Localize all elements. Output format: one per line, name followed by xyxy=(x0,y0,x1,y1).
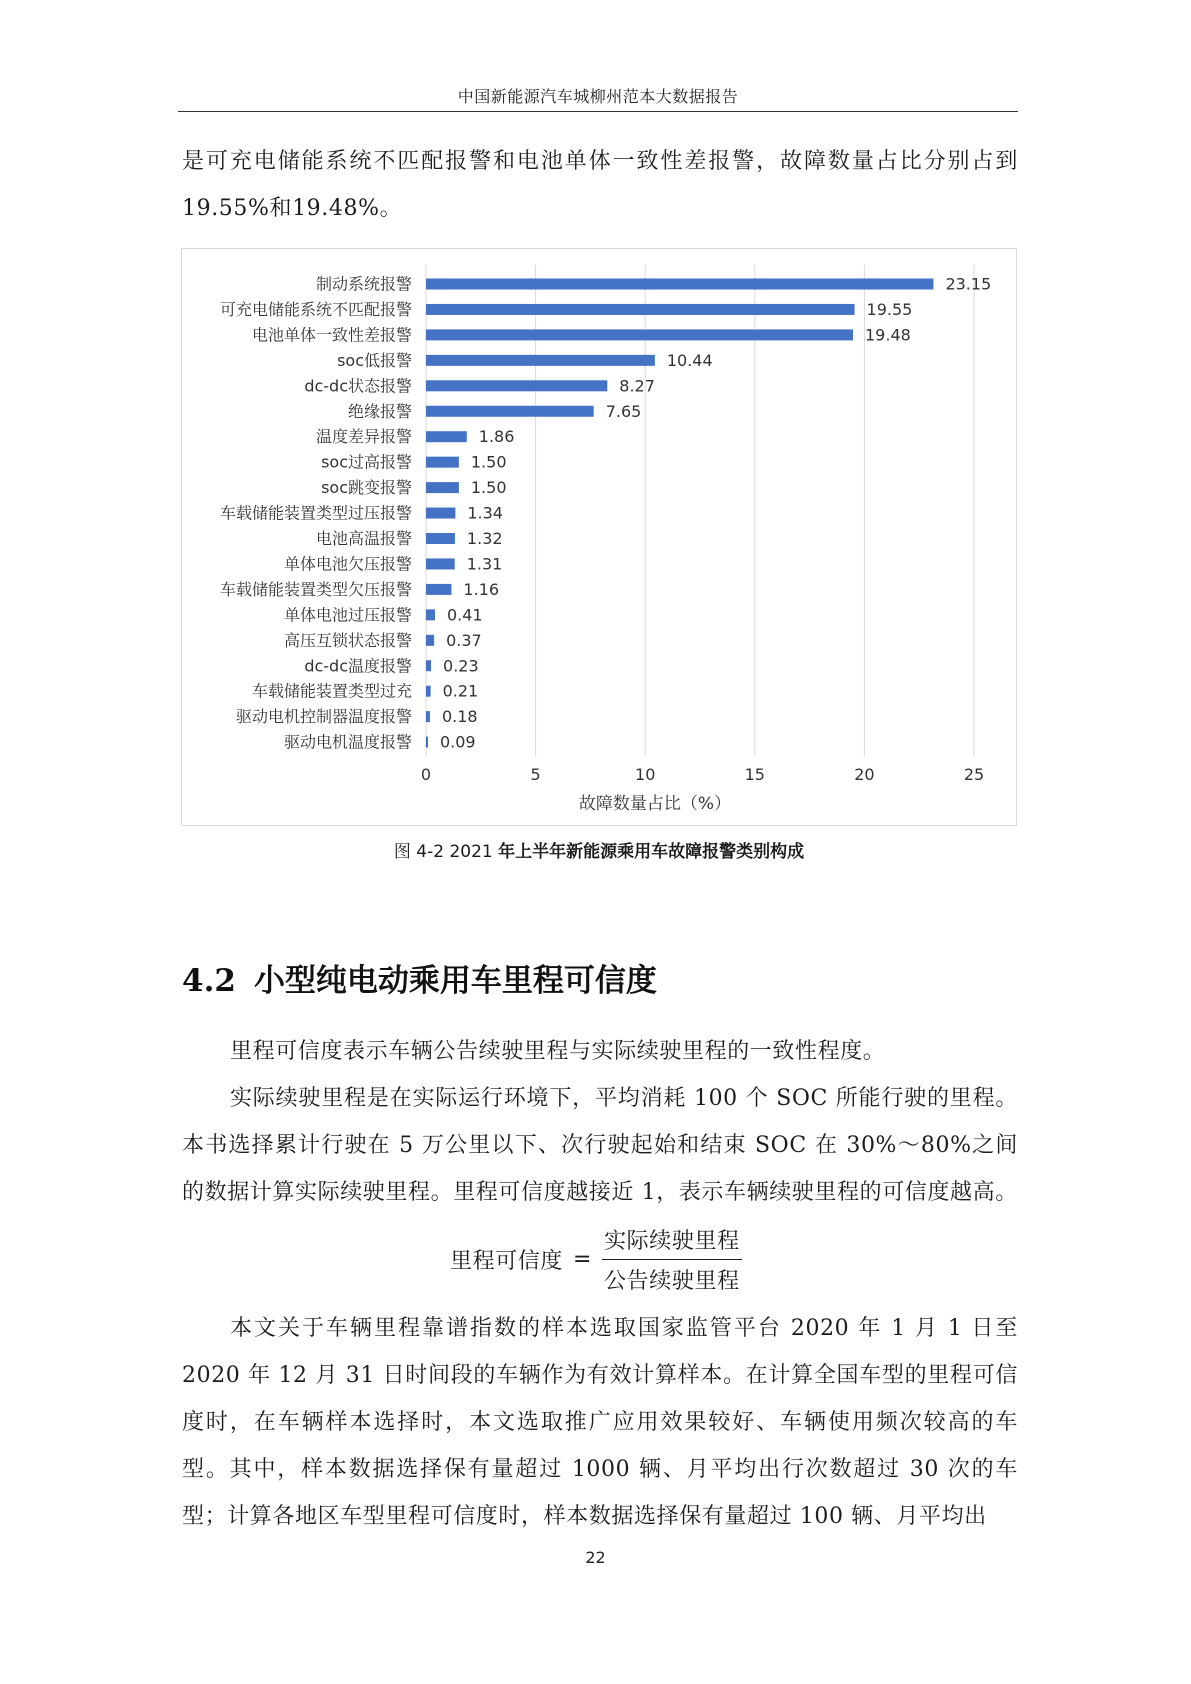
data-label-14: 0.37 xyxy=(446,630,482,650)
category-label-3: soc低报警 xyxy=(337,350,412,370)
paragraph-actual-range: 实际续驶里程是在实际运行环境下，平均消耗 100 个 SOC 所能行驶的里程。本书选择累计行驶在 5 万公里以下、次行驶起始和结束 SOC 在 30%～80%之间的数据计算实际续驶里程。里程可信度越接近 1，表示车辆续驶里程的可信度越高。 xyxy=(182,1086,1018,1205)
labels-layer xyxy=(220,275,991,785)
category-label-10: 电池高温报警 xyxy=(315,529,412,548)
bar-4 xyxy=(426,380,607,391)
data-label-16: 0.21 xyxy=(442,681,479,701)
bar-9 xyxy=(426,508,455,519)
data-label-6: 1.86 xyxy=(478,427,515,447)
formula-denominator: 公告续驶里程 xyxy=(604,1268,740,1294)
chart-svg xyxy=(182,249,1018,827)
category-label-5: 绝缘报警 xyxy=(347,401,412,421)
bar-16 xyxy=(426,686,431,697)
bar-6 xyxy=(426,431,467,442)
formula-equals: = xyxy=(573,1246,593,1272)
category-label-18: 驱动电机温度报警 xyxy=(283,732,412,752)
data-label-3: 10.44 xyxy=(666,350,713,370)
x-tick-label-2: 10 xyxy=(635,765,656,785)
category-label-15: dc-dc温度报警 xyxy=(304,656,412,676)
bar-3 xyxy=(426,355,655,366)
bar-12 xyxy=(426,584,451,595)
bar-13 xyxy=(426,609,435,620)
bar-5 xyxy=(426,406,594,417)
running-header: 中国新能源汽车城柳州范本大数据报告 xyxy=(457,87,739,106)
bar-7 xyxy=(426,457,459,468)
bar-2 xyxy=(426,329,853,340)
bar-0 xyxy=(426,279,933,290)
category-label-1: 可充电储能系统不匹配报警 xyxy=(219,299,412,319)
data-label-4: 8.27 xyxy=(619,376,655,396)
section-heading xyxy=(182,955,657,1000)
mileage-credibility-formula xyxy=(450,1222,742,1296)
bar-17 xyxy=(426,711,430,722)
data-label-15: 0.23 xyxy=(443,656,479,676)
x-axis-title: 故障数量占比（%） xyxy=(578,794,732,814)
x-tick-label-3: 15 xyxy=(744,765,765,785)
data-label-17: 0.18 xyxy=(441,707,478,727)
category-label-7: soc过高报警 xyxy=(321,452,412,472)
data-label-9: 1.34 xyxy=(467,503,503,523)
bar-11 xyxy=(426,558,455,569)
section-title: 小型纯电动乘用车里程可信度 xyxy=(253,963,657,999)
bar-10 xyxy=(426,533,455,544)
data-label-11: 1.31 xyxy=(466,554,503,574)
bar-15 xyxy=(426,660,431,671)
bar-1 xyxy=(426,304,855,315)
category-label-9: 车载储能装置类型过压报警 xyxy=(219,503,412,523)
bar-8 xyxy=(426,482,459,493)
x-tick-label-0: 0 xyxy=(420,765,432,785)
category-label-2: 电池单体一致性差报警 xyxy=(251,325,412,345)
bar-18 xyxy=(426,737,428,748)
data-label-7: 1.50 xyxy=(470,452,507,472)
data-label-0: 23.15 xyxy=(945,274,992,294)
category-label-6: 温度差异报警 xyxy=(315,427,412,447)
category-label-13: 单体电池过压报警 xyxy=(283,605,412,625)
figure-title: 年上半年新能源乘用车故障报警类别构成 xyxy=(498,842,805,862)
section-number: 4.2 xyxy=(182,963,236,999)
category-label-8: soc跳变报警 xyxy=(321,478,412,498)
data-label-18: 0.09 xyxy=(439,732,476,752)
data-label-8: 1.50 xyxy=(470,478,507,498)
intro-paragraph: 是可充电储能系统不匹配报警和电池单体一致性差报警，故障数量占比分别占到19.55%和19.48%。 xyxy=(182,149,1018,221)
data-label-10: 1.32 xyxy=(466,529,503,548)
formula-lhs: 里程可信度 xyxy=(450,1248,564,1274)
x-tick-label-4: 20 xyxy=(854,765,875,785)
formula-numerator: 实际续驶里程 xyxy=(602,1224,742,1260)
paragraph-sample-selection: 本文关于车辆里程靠谱指数的样本选取国家监管平台 2020 年 1 月 1 日至 2020 年 12 月 31 日时间段的车辆作为有效计算样本。在计算全国车型的里程可信度时，在车辆样本选择时，本文选取推广应用效果较好、车辆使用频次较高的车型。其中，样本数据选择保有量超过 1000 辆、月平均出行次数超过 30 次的车型；计算各地区车型里程可信度时，样本数据选择保有量超过 100 辆、月平均出 xyxy=(182,1316,1018,1529)
bar-chart xyxy=(181,248,1017,826)
bar-14 xyxy=(426,635,434,646)
category-label-16: 车载储能装置类型过充 xyxy=(251,681,412,701)
header-rule xyxy=(178,111,1018,112)
category-label-4: dc-dc状态报警 xyxy=(304,376,412,396)
category-label-12: 车载储能装置类型欠压报警 xyxy=(219,579,412,599)
page-number: 22 xyxy=(585,1548,606,1567)
data-label-1: 19.55 xyxy=(866,299,913,319)
category-label-11: 单体电池欠压报警 xyxy=(283,554,412,574)
paragraph-definition: 里程可信度表示车辆公告续驶里程与实际续驶里程的一致性程度。 xyxy=(230,1039,886,1064)
data-label-13: 0.41 xyxy=(446,605,483,625)
category-label-14: 高压互锁状态报警 xyxy=(283,630,412,650)
category-label-0: 制动系统报警 xyxy=(315,274,412,294)
x-tick-label-5: 25 xyxy=(963,765,985,785)
category-label-17: 驱动电机控制器温度报警 xyxy=(235,707,412,727)
data-label-2: 19.48 xyxy=(865,325,911,345)
figure-caption xyxy=(181,837,1017,862)
data-label-5: 7.65 xyxy=(605,401,642,421)
data-label-12: 1.16 xyxy=(463,579,500,599)
figure-label: 图 4-2 2021 xyxy=(393,842,499,862)
formula-fraction xyxy=(602,1224,742,1295)
x-tick-label-1: 5 xyxy=(530,765,541,785)
